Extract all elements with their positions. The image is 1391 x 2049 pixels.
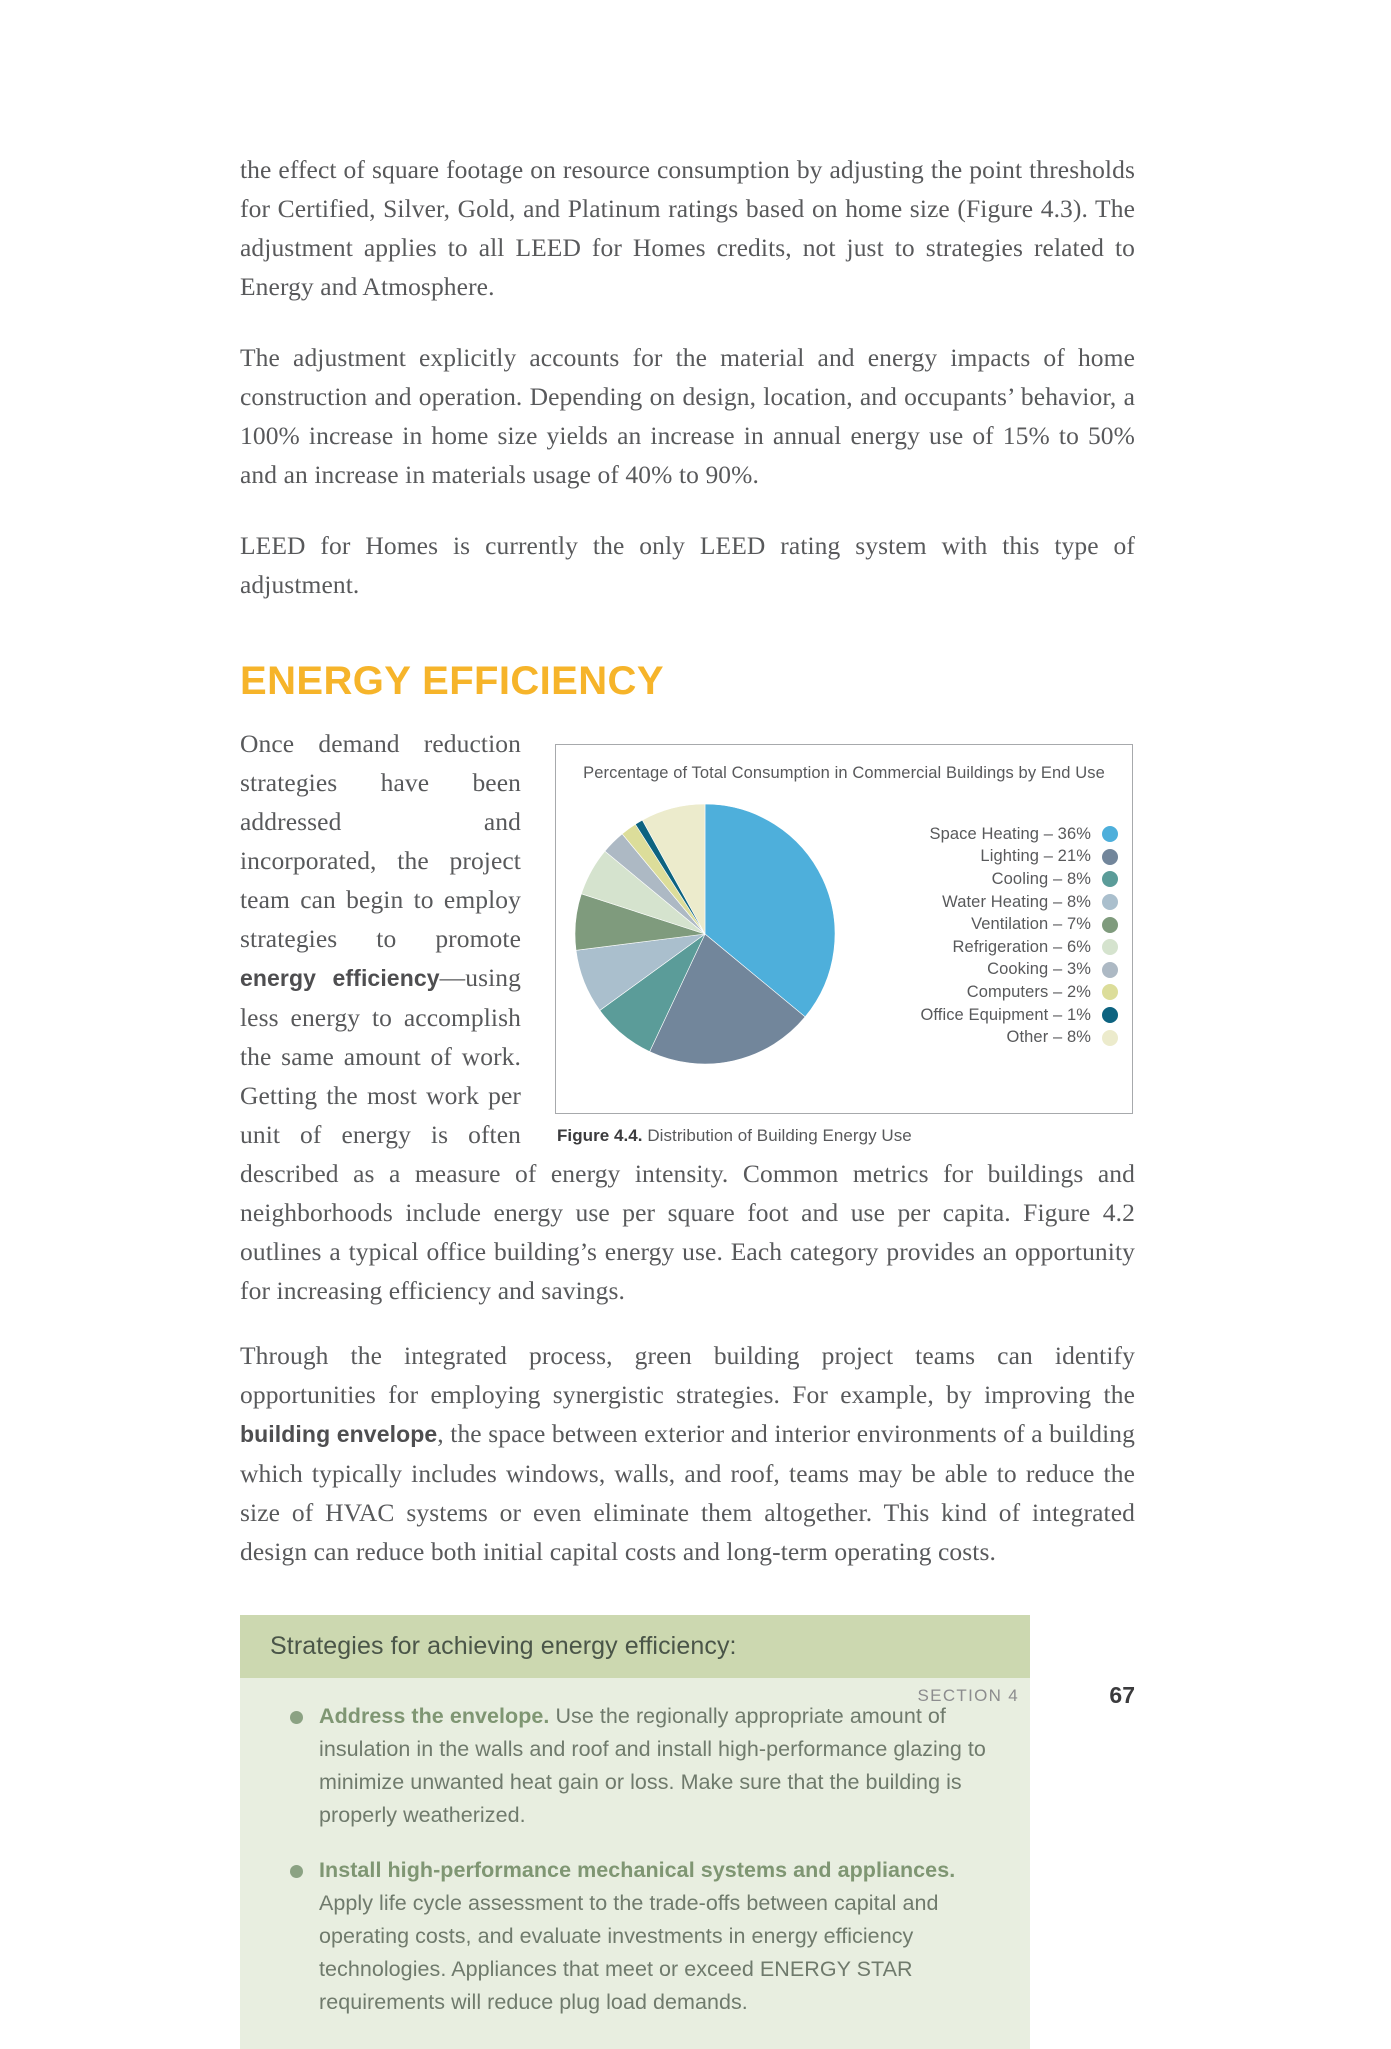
chart-container: [555, 744, 1133, 1114]
pie-chart: [574, 803, 836, 1065]
page-title: ENERGY EFFICIENCY: [240, 659, 664, 703]
paragraph-1: the effect of square footage on resource consumption by adjusting the point thresholds for Certified, Silver, Gold, and Platinum ratings based on home size (Figure 4.3). The adjustment applies to all LEED for Homes credits, not just to strategies related to Energy and Atmosphere.: [240, 155, 1135, 301]
list-item-body: Apply life cycle assessment to the trade-offs between capital and operating costs, and evaluate investments in energy efficiency technologies. Appliances that meet or exceed ENERGY STAR requirements will reduce plug load demands.: [319, 1891, 939, 2014]
page-footer: [240, 1682, 1135, 1722]
legend-label: Lighting – 21%: [980, 847, 1091, 866]
legend-label: Office Equipment – 1%: [920, 1005, 1091, 1024]
figure-caption-text: Distribution of Building Energy Use: [642, 1126, 912, 1145]
legend-swatch-space-heating: [1102, 826, 1118, 842]
strategies-callout-box: [240, 1615, 1030, 2049]
legend-item: [848, 1026, 1118, 1049]
paragraph-4-part-a: Once demand reduction strategies have been addressed and incorporated, the project team can begin to employ strategies to promote: [240, 729, 521, 953]
list-item: [280, 1854, 990, 2019]
page-content: [240, 150, 1135, 2049]
strategies-list: [240, 1678, 1030, 2049]
pie-slices: [575, 804, 835, 1064]
legend-label: Other – 8%: [1006, 1028, 1091, 1047]
paragraph-5-part-a: Through the integrated process, green building project teams can identify opportunities for employing synergistic strategies. For example, by improving the: [240, 1341, 1135, 1409]
paragraph-4-part-b: —using less energy to accomplish the same amount of work. Getting the most work per unit of energy is often described as a measure of energy intensity. Common metrics for buildings and neighborhoods include energy use per square foot and use per capita. Figure 4.2 outlines a typical office building’s energy use. Each category provides an opportunity for increasing efficiency and savings.: [240, 963, 1135, 1305]
legend-swatch-ventilation: [1102, 917, 1118, 933]
chart-legend: [848, 823, 1118, 1049]
legend-item: [848, 891, 1118, 914]
term-building-envelope: building envelope: [240, 1421, 438, 1447]
legend-swatch-computers: [1102, 984, 1118, 1000]
legend-item: [848, 936, 1118, 959]
legend-swatch-lighting: [1102, 849, 1118, 865]
legend-item: [848, 959, 1118, 982]
legend-swatch-office-equipment: [1102, 1007, 1118, 1023]
list-item-lead: Install high-performance mechanical systems and appliances.: [319, 1858, 956, 1882]
legend-item: [848, 868, 1118, 891]
list-item-text: [319, 1854, 990, 2019]
legend-item: [848, 981, 1118, 1004]
legend-label: Ventilation – 7%: [971, 915, 1091, 934]
legend-item: [848, 913, 1118, 936]
legend-label: Cooking – 3%: [987, 960, 1091, 979]
legend-label: Cooling – 8%: [991, 869, 1091, 888]
paragraph-5: [240, 1336, 1135, 1571]
legend-item: [848, 1004, 1118, 1027]
list-item-lead: Address the envelope.: [319, 1704, 550, 1728]
paragraph-5-part-b: , the space between exterior and interior environments of a building which typically includes windows, walls, and roof, teams may be able to reduce the size of HVAC systems or even eliminate them altogether. This kind of integrated design can reduce both initial capital costs and long-term operating costs.: [240, 1419, 1135, 1566]
legend-label: Refrigeration – 6%: [952, 937, 1091, 956]
legend-item: [848, 846, 1118, 869]
footer-section-label: SECTION 4: [917, 1686, 1019, 1705]
paragraph-3: LEED for Homes is currently the only LEED rating system with this type of adjustment.: [240, 531, 1135, 599]
list-item-body: Use the regionally appropriate amount of insulation in the walls and roof and install high-performance glazing to minimize unwanted heat gain or loss. Make sure that the building is properly weatherized.: [319, 1704, 986, 1827]
chart-title: Percentage of Total Consumption in Commercial Buildings by End Use: [583, 764, 1105, 782]
legend-swatch-water-heating: [1102, 894, 1118, 910]
legend-label: Space Heating – 36%: [929, 824, 1091, 843]
bullet-icon: [290, 1865, 303, 1878]
paragraph-2: The adjustment explicitly accounts for the material and energy impacts of home construction and operation. Depending on design, location, and occupants’ behavior, a 100% increase in home size yields an increase in annual energy use of 15% to 50% and an increase in materials usage of 40% to 90%.: [240, 343, 1135, 489]
strategies-header: Strategies for achieving energy efficiency:: [240, 1615, 1030, 1678]
legend-swatch-cooling: [1102, 871, 1118, 887]
figure-4-4: [555, 744, 1135, 1146]
figure-number: Figure 4.4.: [557, 1126, 643, 1145]
page-number: 67: [1109, 1682, 1135, 1708]
legend-swatch-cooking: [1102, 962, 1118, 978]
legend-item: [848, 823, 1118, 846]
legend-swatch-refrigeration: [1102, 939, 1118, 955]
legend-label: Computers – 2%: [966, 982, 1091, 1001]
figure-caption: [555, 1126, 1135, 1146]
chart-area: [556, 789, 1134, 1111]
legend-swatch-other: [1102, 1030, 1118, 1046]
pie-chart-svg: [574, 803, 836, 1065]
legend-label: Water Heating – 8%: [942, 892, 1091, 911]
figure-and-text-block: [240, 724, 1135, 1310]
term-energy-efficiency: energy efficiency: [240, 965, 440, 991]
